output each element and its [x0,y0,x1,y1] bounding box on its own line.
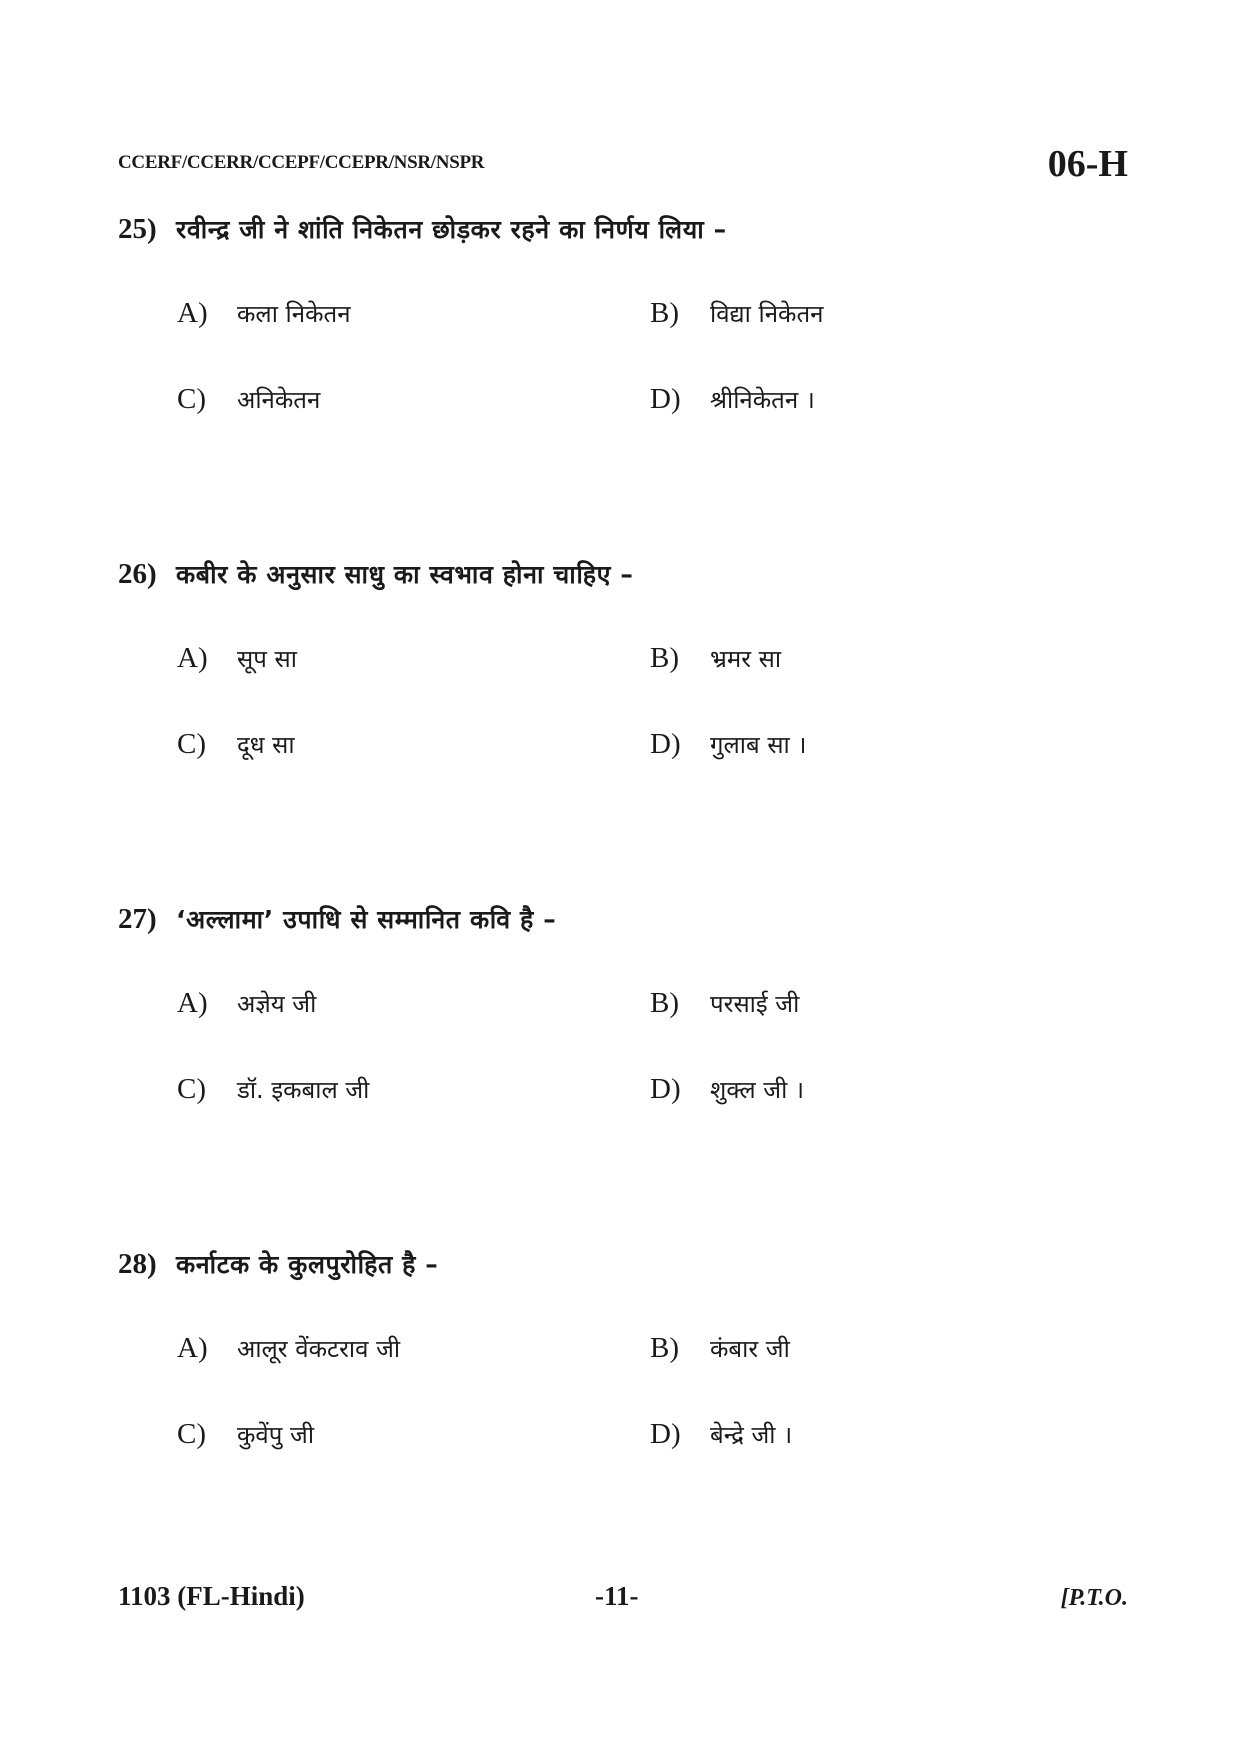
set-code: 06-H [1047,143,1128,185]
question-stem [118,554,1128,594]
option-a [177,983,316,1023]
option-c [177,1414,314,1454]
question-text: ‘अल्लामा’ उपाधि से सम्मानित कवि है – [176,905,557,934]
question-number: 25) [118,213,157,245]
question-text: कबीर के अनुसार साधु का स्वभाव होना चाहिए – [176,560,634,589]
option-text: गुलाब सा । [710,731,807,759]
options [118,594,1128,764]
option-label: B) [650,297,679,329]
option-d [650,379,815,419]
question-number: 27) [118,903,157,935]
option-b [650,293,824,333]
header-code: CCERF/CCERR/CCEPF/CCEPR/NSR/NSPR [118,152,485,173]
option-text: कुवेंपु जी [237,1421,315,1449]
option-c [177,379,320,419]
option-label: D) [650,1418,681,1450]
option-text: शुक्ल जी । [710,1076,805,1104]
option-text: सूप सा [237,645,297,673]
question-number: 28) [118,1248,157,1280]
options [118,1284,1128,1454]
options [118,249,1128,419]
question-stem [118,1244,1128,1284]
option-text: श्रीनिकेतन । [710,386,815,414]
option-a [177,293,351,333]
option-label: B) [650,642,679,674]
option-b [650,638,781,678]
question-28 [118,1244,1128,1454]
question-stem [118,899,1128,939]
option-label: A) [177,1332,208,1364]
option-text: कंबार जी [710,1335,790,1363]
question-stem [118,209,1128,249]
option-d [650,724,807,764]
option-label: C) [177,1073,206,1105]
question-26 [118,554,1128,764]
option-c [177,1069,369,1109]
option-label: C) [177,728,206,760]
question-27 [118,899,1128,1109]
option-label: B) [650,1332,679,1364]
option-a [177,1328,400,1368]
option-d [650,1414,792,1454]
option-text: डॉ. इकबाल जी [237,1076,370,1104]
pto-note: [P.T.O. [1060,1585,1128,1611]
page-number: -11- [595,1581,639,1611]
option-label: A) [177,987,208,1019]
question-text: कर्नाटक के कुलपुरोहित है – [176,1250,439,1279]
option-a [177,638,297,678]
option-text: भ्रमर सा [710,645,782,673]
question-text: रवीन्द्र जी ने शांति निकेतन छोड़कर रहने का निर्णय लिया – [176,215,727,244]
option-text: दूध सा [237,731,295,759]
option-label: C) [177,1418,206,1450]
option-b [650,1328,790,1368]
question-25 [118,209,1128,419]
option-label: D) [650,728,681,760]
options [118,939,1128,1109]
option-label: A) [177,642,208,674]
option-label: D) [650,1073,681,1105]
option-text: आलूर वेंकटराव जी [237,1335,401,1363]
option-label: A) [177,297,208,329]
option-text: परसाई जी [710,990,800,1018]
option-c [177,724,295,764]
option-text: कला निकेतन [237,300,351,328]
option-label: C) [177,383,206,415]
option-d [650,1069,804,1109]
option-text: अनिकेतन [237,386,321,414]
option-label: D) [650,383,681,415]
option-text: विद्या निकेतन [710,300,824,328]
option-text: बेन्द्रे जी । [710,1421,793,1449]
option-label: B) [650,987,679,1019]
option-b [650,983,799,1023]
paper-code: 1103 (FL-Hindi) [118,1581,305,1611]
question-number: 26) [118,558,157,590]
option-text: अज्ञेय जी [237,990,317,1018]
